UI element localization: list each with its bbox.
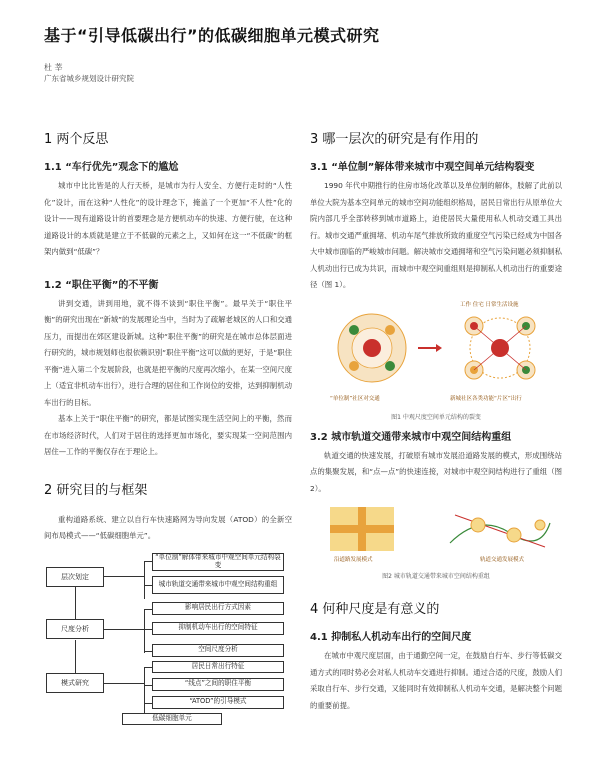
figure-1 — [310, 300, 562, 410]
figure-1-graphic — [310, 300, 562, 392]
figure-1-label-right: 新城社区各类功能“片区”出行 — [450, 395, 522, 402]
section-1-1-title: 1.1 “车行优先”观念下的尴尬 — [44, 162, 179, 173]
author: 杜 莘 — [44, 63, 63, 72]
section-3-1-para: 1990 年代中期推行的住房市场化改革以及单位制的解体，肢解了此前以单位大院为基本空间单元的城市空间功能组织格局，居民日常出行从原单位大院内部几乎全部转移到城市道路上，迫使居民大量使用私人机动交通工具出行。城市交通严重拥堵、机动车尾气排放所致的重度空气污染已经成为中国各大中城市面临的严峻城市问题。解决城市交通拥堵和空气污染问题必须抑制私人机动出行已成为共识，而城市中观空间重组则是抑制私人机动出行的重要途径（图 1）。 — [310, 181, 562, 289]
section-1-title: 1 两个反思 — [44, 132, 109, 147]
section-4-1-title: 4.1 抑制私人机动车出行的空间尺度 — [310, 632, 472, 643]
section-3-2-title: 3.2 城市轨道交通带来城市中观空间结构重组 — [310, 431, 512, 443]
affiliation: 广东省城乡规划设计研究院 — [44, 74, 134, 83]
section-1-1-para: 城市中比比皆是的人行天桥，是城市为行人安全、方便行走时的“人性化”设计，而在这种“人性化”的设计理念下，掩盖了一个更加“不人性”化的设计——现有道路设计的首要理念是方便机动车的快速、方便行驶，在这种道路设计的本质就是建立于不低碳的元素之上，又如何在这一“不低碳”的框架内做到“低碳”？ — [44, 181, 292, 256]
figure-2-caption: 图2 城市轨道交通带来城市空间结构重组 — [382, 573, 490, 580]
framework-item-4: 抑制机动车出行的空间特征 — [152, 622, 284, 635]
section-1-2-para-2: 基本上关于“职住平衡”的研究，都是试图实现生活空间上的平衡，然而在市场经济时代，人们对于居住的选择更加市场化，要实现某一空间范围内居住—工作的平衡仅存在于理论上。 — [44, 414, 292, 456]
framework-item-9: 低碳细胞单元 — [122, 713, 222, 725]
section-3-title: 3 哪一层次的研究是有作用的 — [310, 132, 479, 147]
framework-step-1: 层次划定 — [46, 567, 104, 587]
section-4-1-para: 在城市中观尺度层面，由于通勤空间一定，在鼓励自行车、步行等低碳交通方式的同时势必会对私人机动车交通进行抑制。通过合适的尺度，鼓励人们采取自行车、步行交通，又能同时有效抑制私人机动车交通，是解决整个问题的重要前提。 — [310, 651, 562, 710]
figure-2-label-right: 轨道交通发展模式 — [480, 557, 525, 563]
paper-title: 基于“引导低碳出行”的低碳细胞单元模式研究 — [44, 26, 380, 45]
figure-1-label-top: 工作 住宅 日常生活设施 — [460, 301, 519, 308]
figure-1-caption: 图1 中观尺度空间单元结构的裂变 — [391, 413, 481, 421]
framework-step-2: 尺度分析 — [46, 619, 104, 639]
section-4-title: 4 何种尺度是有意义的 — [310, 602, 440, 617]
section-2-para: 重构道路系统、建立以自行车快速路网为导向发展（ATOD）的全新空间布局模式——“低碳细胞单元”。 — [44, 514, 292, 540]
left-column — [44, 128, 292, 721]
framework-step-3: 模式研究 — [46, 673, 104, 693]
framework-item-3: 影响居民出行方式因素 — [152, 602, 284, 615]
section-3-2-para: 轨道交通的快速发展，打破原有城市发展沿道路发展的模式，形成围绕站点的集聚发展，和“点—点”的快速连接，对城市中观空间结构进行了重组（图 2）。 — [310, 450, 562, 493]
figure-1-label-left: “单位制”社区对交通 — [330, 395, 380, 402]
framework-item-1: “单位制”解体带来城市中观空间单元结构裂变 — [152, 553, 284, 571]
figure-2 — [310, 503, 562, 569]
framework-item-6: 居民日常出行特征 — [152, 661, 284, 673]
framework-diagram — [44, 553, 292, 721]
section-1-2-para-1: 讲到交通，讲到用地，就不得不谈到“职住平衡”。最早关于“职住平衡”的研究出现在“新城”的发展理论当中，当时为了疏解老城区的人口和交通压力，而提出在郊区建设新城。这种“职住平衡”的研究是在城市总体层面进行研究的，城市规划师也很依赖识别“职住平衡”这可以做的更好，于是“职住平衡”进入第二个发展阶段，也就是把平衡的尺度再次缩小，在某一空间尺度上（适宜非机动车出行），进行合理的居住和工作岗位的安排，达到抑制机动车出行的目标。 — [44, 298, 292, 407]
framework-item-2: 城市轨道交通带来城市中观空间结构重组 — [152, 576, 284, 594]
framework-item-5: 空间尺度分析 — [152, 644, 284, 657]
section-3-1-title: 3.1 “单位制”解体带来城市中观空间单元结构裂变 — [310, 162, 535, 173]
framework-item-7: “线点”之间的职住平衡 — [152, 678, 284, 691]
figure-2-label-left: 沿道路发展模式 — [334, 557, 373, 563]
figure-2-graphic — [310, 503, 562, 559]
section-2-title: 2 研究目的与框架 — [44, 482, 148, 498]
framework-item-8: “ATOD”的引导模式 — [152, 696, 284, 709]
section-1-2-title: 1.2 “职住平衡”的不平衡 — [44, 279, 159, 291]
right-column — [310, 128, 562, 714]
